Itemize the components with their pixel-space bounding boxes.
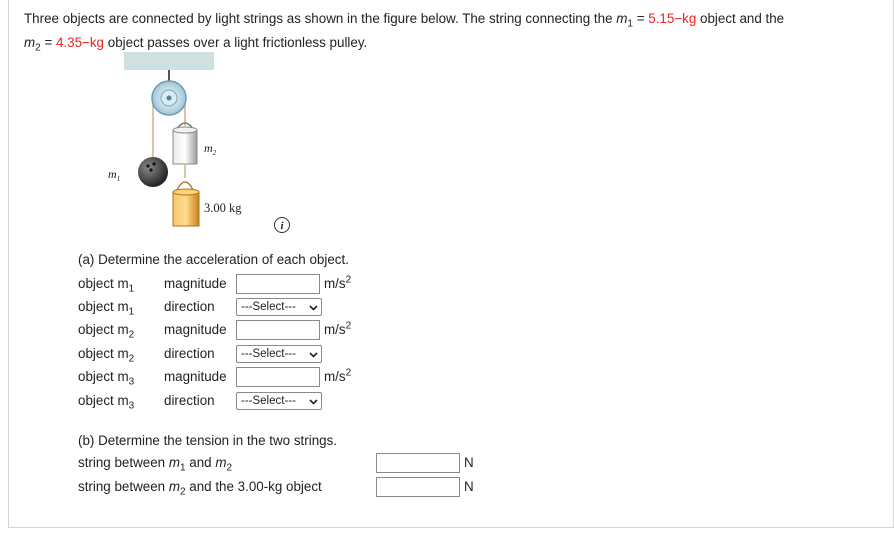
- object-label: object $m_1$: [78, 276, 135, 295]
- pulley-icon: [152, 81, 186, 115]
- pulley-diagram: [104, 52, 294, 232]
- tension-m1-m2-unit: N: [464, 455, 474, 470]
- quantity-label: direction: [164, 299, 215, 314]
- tension-row-m2-mass3: string between $m_2$ and the 3.00-kg object N: [78, 479, 474, 498]
- problem-end: object passes over a light frictionless pulley.: [107, 35, 368, 50]
- problem-statement: Three objects are connected by light strings as shown in the figure below. The string connecting the $m_1 = 5.15-kg$ object and the $m_2 = 4.35-kg$ object passes over a light frictionless pulley.: [24, 11, 785, 54]
- chevron-down-icon: [309, 397, 318, 406]
- m2-mass-value: 4.35: [55, 35, 83, 50]
- object-label: object $m_2$: [78, 346, 135, 365]
- mass3-bucket: [173, 182, 199, 226]
- chevron-down-icon: [309, 303, 318, 312]
- unit-label: $m/s^2$: [324, 274, 352, 291]
- unit-label: $m/s^2$: [324, 367, 352, 384]
- m1-bowling-ball: [138, 157, 168, 187]
- m1-symbol: m: [616, 11, 628, 26]
- quantity-label: direction: [164, 393, 215, 408]
- m2-bucket: [173, 123, 197, 164]
- part-b-title: (b) Determine the tension in the two strings.: [78, 433, 338, 448]
- magnitude-input[interactable]: [236, 320, 320, 340]
- magnitude-input[interactable]: [236, 274, 320, 294]
- magnitude-input[interactable]: [236, 367, 320, 387]
- chevron-down-icon: [309, 350, 318, 359]
- direction-select[interactable]: ---Select---: [236, 298, 322, 316]
- pulley-figure: [104, 52, 294, 232]
- direction-select[interactable]: ---Select---: [236, 392, 322, 410]
- m1-mass-value: 5.15: [648, 11, 675, 26]
- tension-row-m1-m2: string between $m_1$ and $m_2$ N: [78, 455, 474, 474]
- tension-m1-m2-input[interactable]: [376, 453, 460, 473]
- tension-m2-mass3-input[interactable]: [376, 477, 460, 497]
- object-label: object $m_3$: [78, 393, 135, 412]
- mass3-figure-label: 3.00 kg: [204, 201, 242, 215]
- m2-figure-label: $m_2$: [204, 141, 217, 157]
- m1-figure-label: $m_1$: [108, 167, 121, 183]
- tension-m2-mass3-unit: N: [464, 479, 474, 494]
- quantity-label: magnitude: [164, 322, 227, 337]
- object-label: object $m_1$: [78, 299, 135, 318]
- object-label: object $m_3$: [78, 369, 135, 388]
- ceiling: [124, 52, 214, 70]
- quantity-label: magnitude: [164, 276, 227, 291]
- info-icon[interactable]: i: [274, 217, 290, 233]
- problem-intro: Three objects are connected by light strings as shown in the figure below. The string connecting the: [24, 11, 617, 26]
- m1-sub: 1: [627, 18, 633, 30]
- direction-select[interactable]: ---Select---: [236, 345, 322, 363]
- quantity-label: direction: [164, 346, 215, 361]
- problem-mid: object and the: [696, 11, 785, 26]
- unit-label: $m/s^2$: [324, 320, 352, 337]
- m2-symbol: m: [24, 35, 36, 50]
- part-a-title: (a) Determine the acceleration of each object.: [78, 252, 349, 267]
- quantity-label: magnitude: [164, 369, 227, 384]
- m2-sub: 2: [35, 42, 41, 54]
- object-label: object $m_2$: [78, 322, 135, 341]
